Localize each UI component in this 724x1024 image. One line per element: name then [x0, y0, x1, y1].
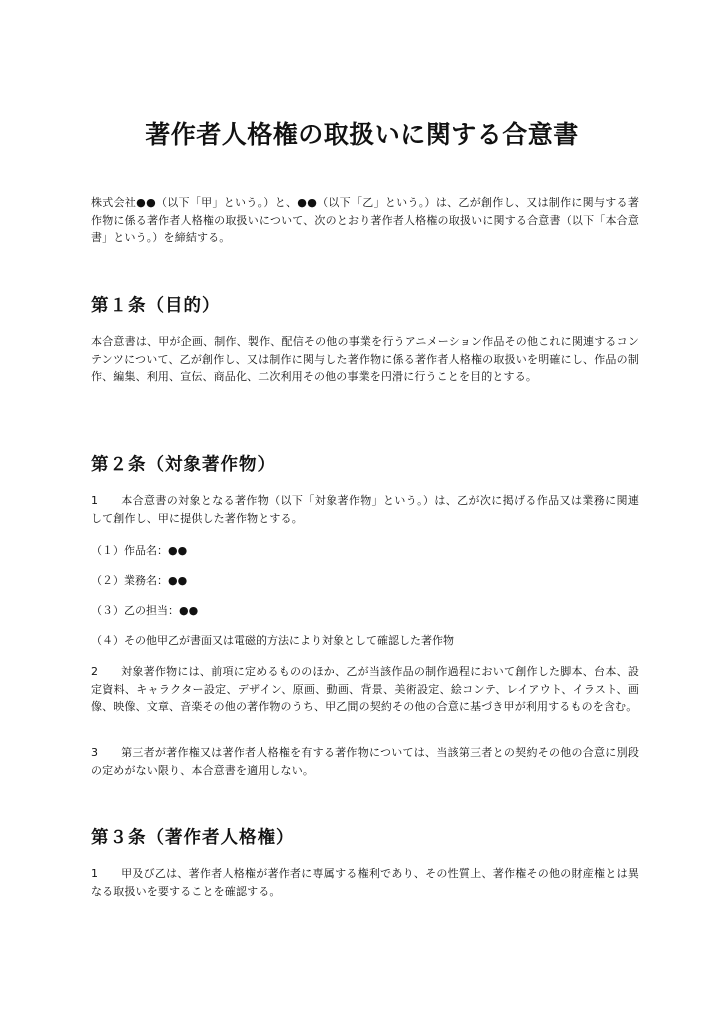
paragraph-text: 第三者が著作権又は著作者人格権を有する著作物については、当該第三者との契約その他の合意に別段の定めがない限り、本合意書を適用しない。	[91, 746, 639, 777]
list-item: （３）乙の担当：●●	[91, 604, 199, 617]
article-1-heading: 第１条（目的）	[91, 296, 221, 316]
article-2-paragraph-2	[91, 663, 639, 716]
paragraph-number: 2	[91, 665, 99, 678]
list-item: （４）その他甲乙が書面又は電磁的方法により対象として確認した著作物	[91, 634, 454, 647]
paragraph-text: 甲及び乙は、著作者人格権が著作者に専属する権利であり、その性質上、著作権その他の財産権とは異なる取扱いを要することを確認する。	[91, 867, 639, 898]
list-item: （２）業務名：●●	[91, 574, 188, 587]
preamble-paragraph: 株式会社●●（以下「甲」という。）と、●●（以下「乙」という。）は、乙が創作し、又は制作に関与する著作物に係る著作者人格権の取扱いについて、次のとおり著作者人格権の取扱いに関する合意書（以下「本合意書」という。）を締結する。	[91, 196, 639, 244]
paragraph-text: 本合意書の対象となる著作物（以下「対象著作物」という。）は、乙が次に掲げる作品又は業務に関連して創作し、甲に提供した著作物とする。	[91, 494, 639, 525]
article-2-paragraph-3	[91, 744, 639, 779]
paragraph-number: 1	[91, 867, 99, 880]
paragraph-text: 対象著作物には、前項に定めるもののほか、乙が当該作品の制作過程において創作した脚本、台本、設定資料、キャラクター設定、デザイン、原画、動画、背景、美術設定、絵コンテ、レイアウト、イラスト、画像、映像、文章、音楽その他の著作物のうち、甲乙間の契約その他の合意に基づき甲が利用するものを含む。	[91, 665, 639, 713]
article-2-paragraph-1	[91, 492, 639, 527]
article-2-heading: 第２条（対象著作物）	[91, 455, 276, 475]
paragraph-number: 1	[91, 494, 99, 507]
article-3-heading: 第３条（著作者人格権）	[91, 828, 295, 848]
list-item: （１）作品名：●●	[91, 544, 188, 557]
article-1-paragraph: 本合意書は、甲が企画、制作、製作、配信その他の事業を行うアニメーション作品その他これに関連するコンテンツについて、乙が創作し、又は制作に関与した著作物に係る著作者人格権の取扱いを明確にし、作品の制作、編集、利用、宣伝、商品化、二次利用その他の事業を円滑に行うことを目的とする。	[91, 335, 639, 383]
paragraph-number: 3	[91, 746, 99, 759]
document-title: 著作者人格権の取扱いに関する合意書	[145, 120, 579, 149]
article-3-paragraph-1	[91, 865, 639, 900]
